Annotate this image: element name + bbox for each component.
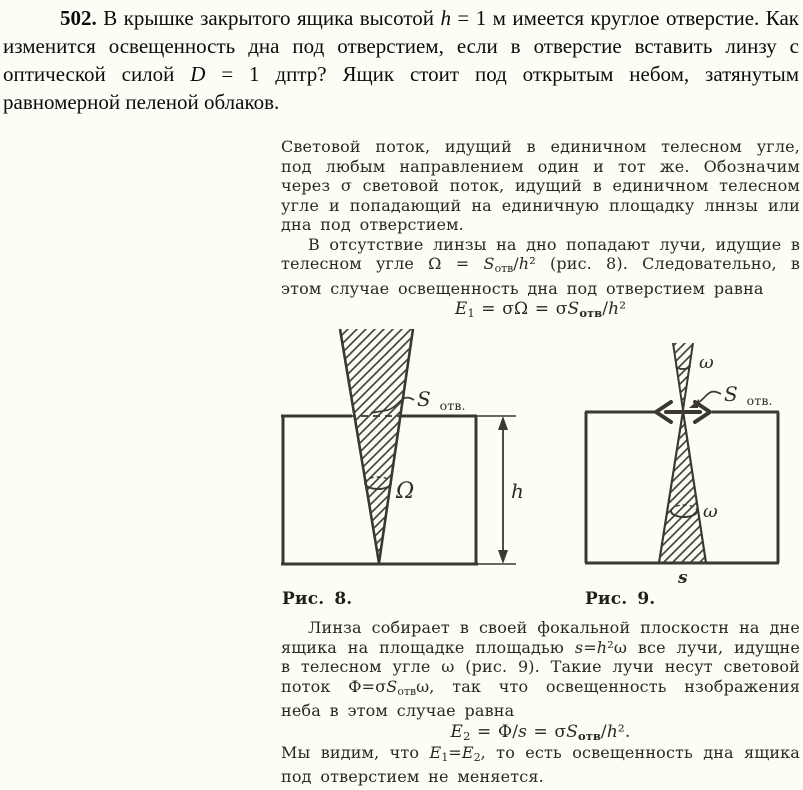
text-segment: S: [566, 721, 579, 742]
solution-paragraph-2: [281, 235, 800, 299]
text-segment: отв: [578, 728, 601, 743]
figure-8-diagram: [276, 322, 538, 580]
text-segment: h: [518, 254, 530, 273]
fig9-omega-top-label: ω: [699, 352, 714, 374]
text-segment: =: [441, 254, 484, 273]
text-segment: отв: [397, 684, 417, 698]
text-segment: отв: [494, 262, 514, 276]
text-segment: отв: [579, 306, 603, 321]
fig9-lower-cone: [659, 411, 706, 563]
text-segment: 2: [463, 728, 471, 743]
text-segment: 1: [441, 750, 449, 764]
figures-row: [281, 320, 800, 618]
formula-e2: [281, 721, 800, 743]
text-segment: S: [483, 254, 495, 273]
problem-statement: [3, 4, 799, 116]
text-segment: D: [190, 62, 206, 86]
figure-9-caption: Рис. 9.: [585, 589, 656, 610]
text-segment: h: [608, 299, 620, 320]
text-segment: s: [518, 721, 527, 742]
text-segment: ²ω все лучи, идущне в телесном угле ω (рис. 9). Такие лучи несут световой поток Ф=σ: [281, 637, 800, 696]
text-segment: =: [448, 742, 462, 762]
text-segment: /: [602, 299, 609, 320]
solution-paragraph-3: [281, 618, 800, 721]
text-segment: ².: [617, 721, 631, 742]
fig8-arrowhead-bottom: [498, 550, 508, 564]
text-segment: В крышке закрытого ящика высотой: [96, 6, 441, 30]
text-segment: = σΩ = σ: [474, 299, 568, 320]
text-segment: /: [513, 254, 519, 273]
text-segment: Линза собирает в своей фокальной плоскостн на дне ящика на площадке площадью: [281, 618, 800, 657]
fig8-height-label: h: [511, 479, 525, 504]
text-segment: ² (рис. 8). Следовательно, в этом случае освещенность дна под отверстием равна: [281, 254, 801, 298]
fig8-omega-label: Ω: [396, 479, 415, 505]
text-segment: h: [596, 637, 608, 657]
fig9-hole-area-label: S $_{отв.}$: [724, 382, 773, 409]
text-segment: h: [440, 6, 451, 30]
text-segment: s: [574, 637, 584, 657]
text-segment: E: [429, 742, 442, 762]
solution-column: [281, 137, 800, 787]
text-segment: S: [386, 676, 398, 696]
text-segment: 502.: [60, 6, 97, 30]
fig9-spot-label: s: [678, 568, 688, 589]
text-segment: =: [583, 637, 597, 657]
text-segment: = 1 м имеется круглое отверстие. Как изменится освещенность дна под отверстием, если в отверстие вставить линзу с оптической силой: [3, 6, 800, 86]
text-segment: ²: [619, 299, 627, 320]
text-segment: E: [454, 299, 468, 320]
fig9-upper-cone: [673, 343, 693, 410]
text-segment: /: [600, 721, 607, 742]
fig8-hole-area-label: S $_{отв.}$: [417, 387, 466, 414]
text-segment: Ω: [428, 254, 442, 273]
fig9-omega-bottom-label: ω: [703, 501, 718, 523]
text-segment: = 1 дптр? Ящик стоит под открытым небом, затянутым равномерной пеленой облаков.: [3, 62, 800, 114]
formula-e1: [281, 298, 800, 320]
text-segment: E: [450, 721, 464, 742]
text-segment: Световой поток, идущий в единичном телесном угле, под любым направлением один и тот же. Обозначим через σ световой поток, идущий в единичном телесном угле и попадающий на единичную площадку лннзы или дна под отверстием.: [281, 137, 800, 234]
text-segment: h: [606, 721, 618, 742]
figure-8-caption: Рис. 8.: [282, 589, 353, 610]
text-segment: 2: [473, 750, 481, 764]
text-segment: = Ф/: [470, 721, 519, 742]
fig8-light-cone: [340, 329, 413, 563]
text-segment: = σ: [526, 721, 567, 742]
text-segment: 1: [467, 306, 475, 321]
text-segment: S: [567, 299, 580, 320]
text-segment: E: [461, 742, 474, 762]
text-segment: , то есть освещенность дна ящика под отверстием не меняется.: [281, 742, 800, 787]
fig8-arrowhead-top: [498, 416, 508, 430]
text-segment: Мы видим, что: [281, 742, 430, 762]
solution-paragraph-1: [281, 137, 800, 235]
text-segment: ω, так что освещенность нзображения неба в этом случае равна: [281, 676, 801, 721]
text-segment: В отсутствие линзы на дно попадают лучи, идущие в телесном угле: [281, 234, 800, 273]
figure-9-diagram: [576, 334, 803, 590]
solution-paragraph-4: [281, 743, 800, 787]
